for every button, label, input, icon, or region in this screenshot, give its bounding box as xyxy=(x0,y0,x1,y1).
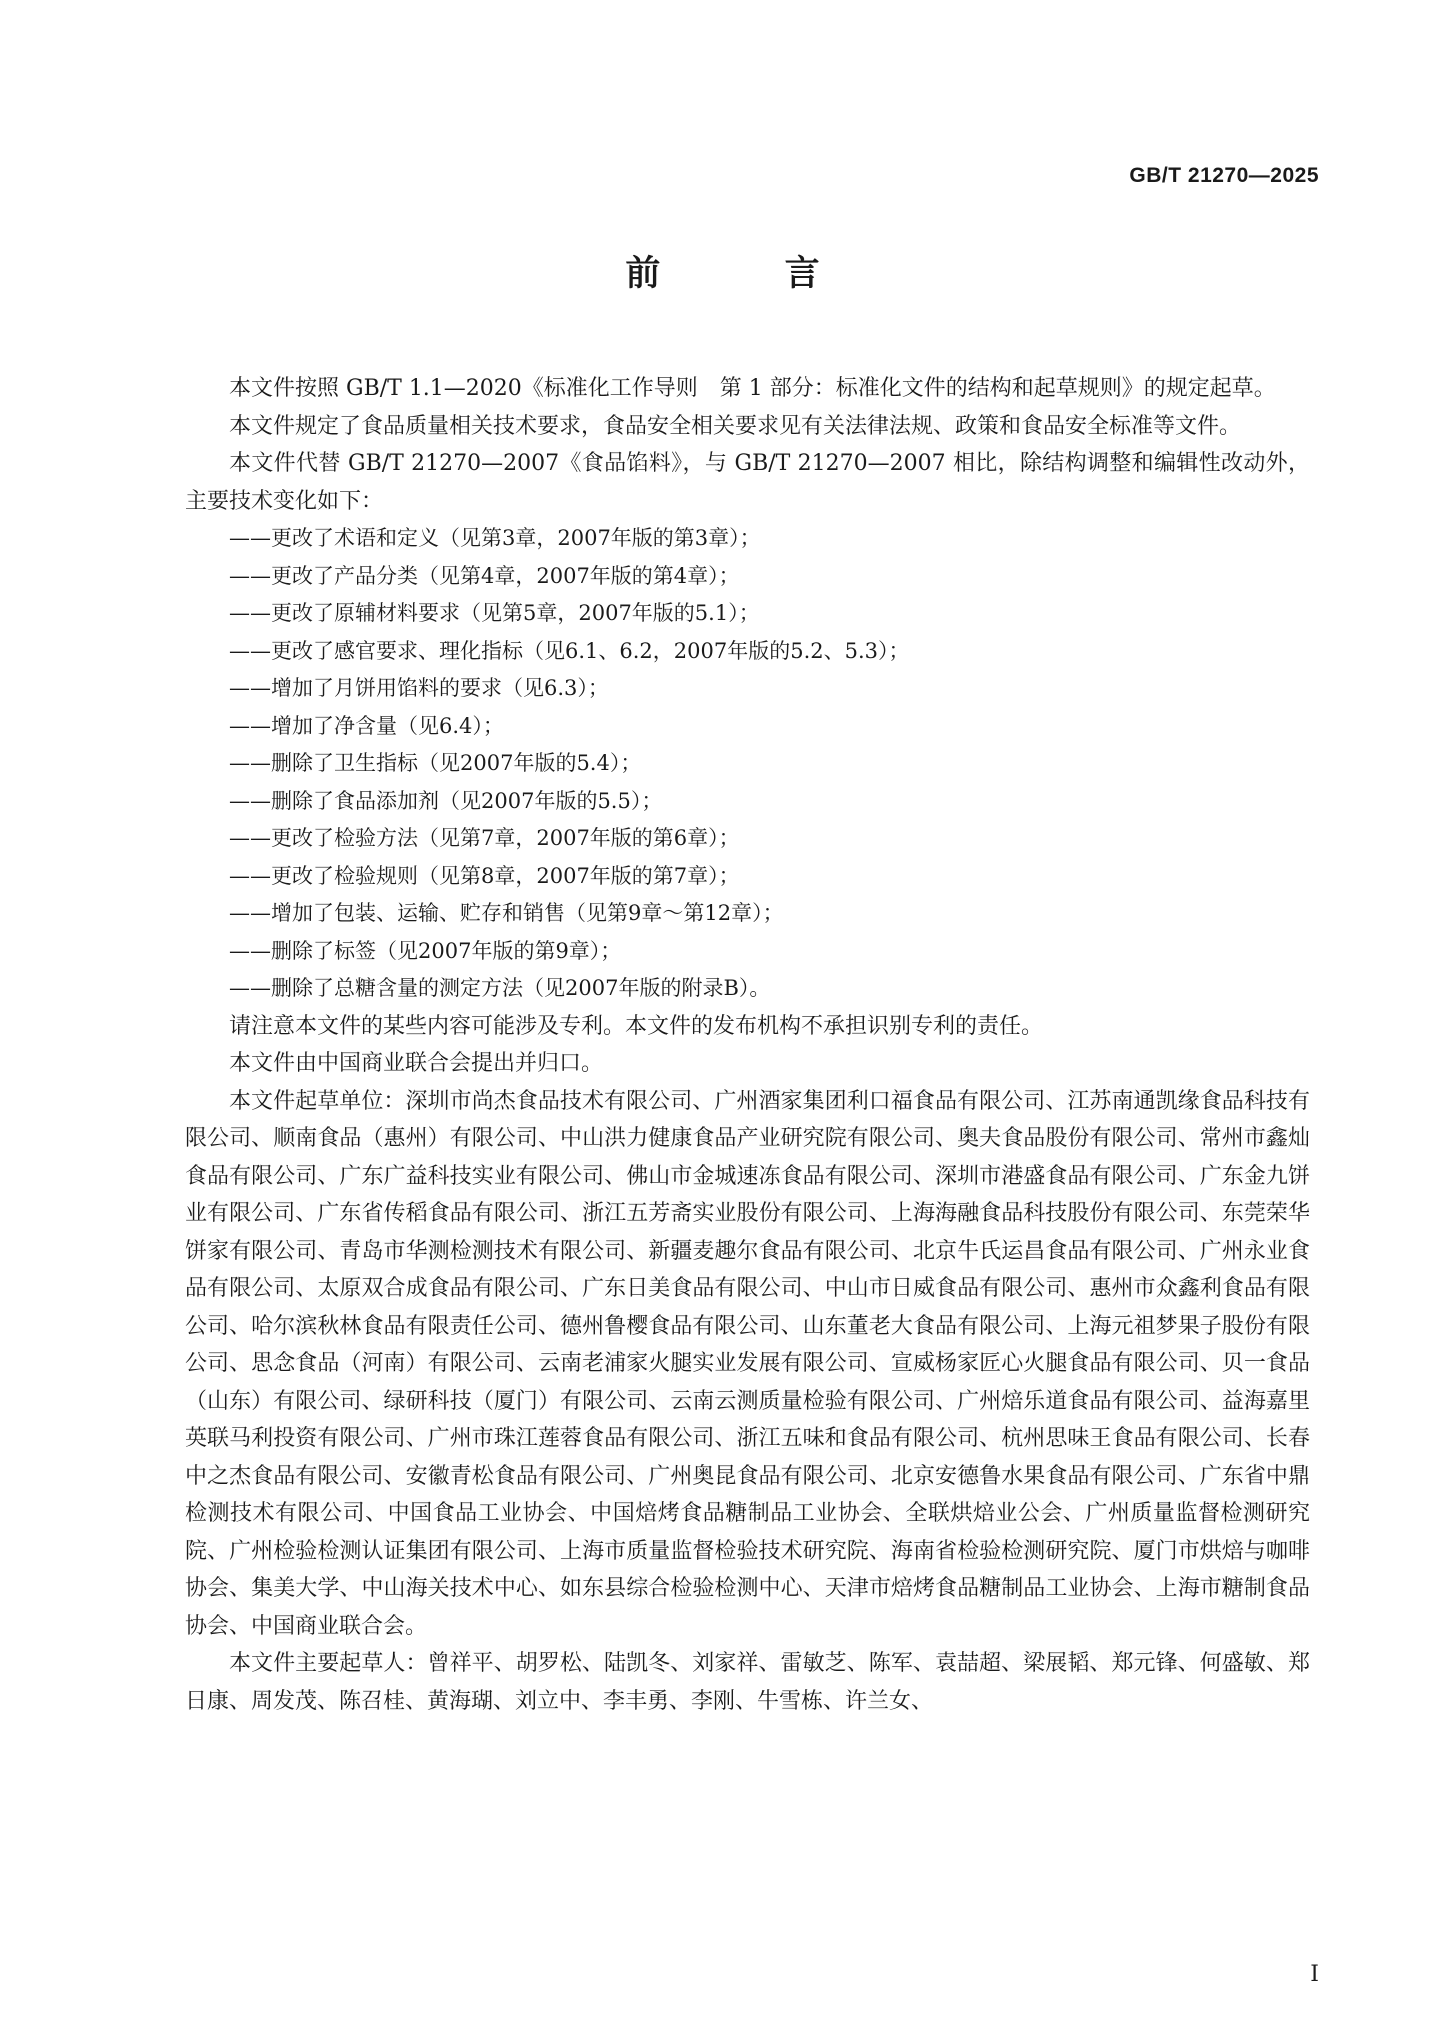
list-item: ——删除了卫生指标（见2007年版的5.4）； xyxy=(229,751,642,775)
paragraph-drafters: 本文件主要起草人：曾祥平、胡罗松、陆凯冬、刘家祥、雷敏芝、陈军、袁喆超、梁展韬、郑元锋、何盛敏、郑日康、周发茂、陈召桂、黄海瑚、刘立中、李丰勇、李刚、牛雪栋、许兰女、 xyxy=(185,1651,1310,1714)
paragraph-drafting-basis: 本文件按照 GB/T 1.1—2020《标准化工作导则 第 1 部分：标准化文件的结构和起草规则》的规定起草。 xyxy=(229,376,1276,401)
list-item: ——增加了月饼用馅料的要求（见6.3）； xyxy=(229,676,609,700)
list-item: ——删除了标签（见2007年版的第9章）； xyxy=(229,938,622,963)
page-title: 前 言 xyxy=(625,254,876,294)
changes-list xyxy=(185,520,1310,1008)
list-item: ——更改了感官要求、理化指标（见6.1、6.2，2007年版的5.2、5.3）； xyxy=(229,638,910,663)
list-item: ——更改了检验规则（见第8章，2007年版的第7章）； xyxy=(229,863,740,888)
list-item: ——增加了净含量（见6.4）； xyxy=(229,713,504,738)
paragraph-scope-note: 本文件规定了食品质量相关技术要求，食品安全相关要求见有关法律法规、政策和食品安全标准等文件。 xyxy=(229,413,1242,439)
list-item: ——增加了包装、运输、贮存和销售（见第9章～第12章）； xyxy=(229,901,784,925)
paragraph-proposer: 本文件由中国商业联合会提出并归口。 xyxy=(229,1051,604,1076)
page-number: I xyxy=(1310,1962,1319,1987)
list-item: ——更改了术语和定义（见第3章，2007年版的第3章）； xyxy=(229,526,761,550)
paragraph-drafting-units: 本文件起草单位：深圳市尚杰食品技术有限公司、广州酒家集团利口福食品有限公司、江苏南通凯缘食品科技有限公司、顺南食品（惠州）有限公司、中山洪力健康食品产业研究院有限公司、奥夫食品股份有限公司、常州市鑫灿食品有限公司、广东广益科技实业有限公司、佛山市金城速冻食品有限公司、深圳市港盛食品有限公司、广东金九饼业有限公司、广东省传稻食品有限公司、浙江五芳斋实业股份有限公司、上海海融食品科技股份有限公司、东莞荣华饼家有限公司、青岛市华测检测技术有限公司、新疆麦趣尔食品有限公司、北京牛氏运昌食品有限公司、广州永业食品有限公司、太原双合成食品有限公司、广东日美食品有限公司、中山市日威食品有限公司、惠州市众鑫利食品有限公司、哈尔滨秋林食品有限责任公司、德州鲁樱食品有限公司、山东董老大食品有限公司、上海元祖梦果子股份有限公司、思念食品（河南）有限公司、云南老浦家火腿实业发展有限公司、宣威杨家匠心火腿食品有限公司、贝一食品（山东）有限公司、绿研科技（厦门）有限公司、云南云测质量检验有限公司、广州焙乐道食品有限公司、益海嘉里英联马利投资有限公司、广州市珠江莲蓉食品有限公司、浙江五味和食品有限公司、杭州思味王食品有限公司、长春中之杰食品有限公司、安徽青松食品有限公司、广州奥昆食品有限公司、北京安德鲁水果食品有限公司、广东省中鼎检测技术有限公司、中国食品工业协会、中国焙烤食品糖制品工业协会、全联烘焙业公会、广州质量监督检测研究院、广州检验检测认证集团有限公司、上海市质量监督检验技术研究院、海南省检验检测研究院、厦门市烘焙与咖啡协会、集美大学、中山海关技术中心、如东县综合检验检测中心、天津市焙烤食品糖制品工业协会、上海市糖制食品协会、中国商业联合会。 xyxy=(185,1088,1310,1639)
foreword-body xyxy=(185,370,1310,1720)
list-item: ——删除了总糖含量的测定方法（见2007年版的附录B）。 xyxy=(229,976,771,1000)
standard-number: GB/T 21270—2025 xyxy=(1129,164,1319,187)
paragraph-replacement: 本文件代替 GB/T 21270—2007《食品馅料》，与 GB/T 21270—2007 相比，除结构调整和编辑性改动外，主要技术变化如下： xyxy=(185,451,1310,514)
list-item: ——更改了原辅材料要求（见第5章，2007年版的5.1）； xyxy=(229,601,760,625)
list-item: ——更改了产品分类（见第4章，2007年版的第4章）； xyxy=(229,563,740,588)
list-item: ——更改了检验方法（见第7章，2007年版的第6章）； xyxy=(229,826,740,850)
list-item: ——删除了食品添加剂（见2007年版的5.5）； xyxy=(229,788,663,813)
paragraph-patent-notice: 请注意本文件的某些内容可能涉及专利。本文件的发布机构不承担识别专利的责任。 xyxy=(229,1013,1044,1039)
